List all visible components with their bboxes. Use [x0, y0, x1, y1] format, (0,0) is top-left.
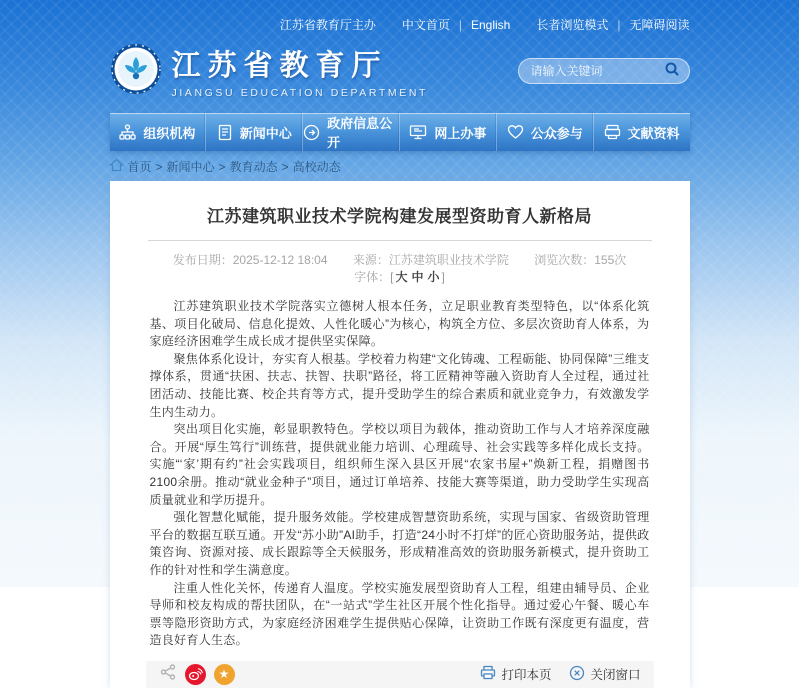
- top-link-host[interactable]: 江苏省教育厅主办: [279, 18, 376, 32]
- info-disclosure-icon: [303, 124, 320, 141]
- nav-label: 公众参与: [530, 125, 583, 141]
- view-count: [534, 251, 626, 268]
- breadcrumb-college-news[interactable]: 高校动态: [292, 160, 341, 174]
- divider: |: [458, 17, 462, 32]
- nav-item-organization[interactable]: [110, 113, 207, 151]
- views-value: 155次: [594, 253, 627, 267]
- breadcrumb-separator: >: [218, 159, 226, 174]
- nav-label: 文献资料: [627, 125, 680, 141]
- breadcrumb: [110, 151, 690, 181]
- nav-label: 政府信息公开: [327, 116, 393, 150]
- main-nav: [110, 113, 690, 151]
- breadcrumb-education-news[interactable]: 教育动态: [229, 160, 278, 174]
- home-icon[interactable]: [110, 159, 128, 174]
- top-link-english[interactable]: English: [470, 17, 511, 32]
- nav-label: 网上办事: [434, 125, 487, 141]
- online-services-icon: [409, 124, 427, 140]
- weibo-share-icon[interactable]: [185, 664, 206, 685]
- search-icon[interactable]: [664, 61, 680, 82]
- font-size-small-button[interactable]: 小: [427, 270, 440, 284]
- page-actions: [480, 665, 640, 684]
- search-input[interactable]: [531, 64, 664, 78]
- font-size-label: 字体：: [354, 270, 391, 284]
- nav-label: 新闻中心: [239, 125, 292, 141]
- paragraph: 突出项目化实施，彰显职教特色。学校以项目为载体，推动资助工作与人才培养深度融合。开展“厚生笃行”训练营，提供就业能力培训、心理疏导、社会实践等多样化成长支持。实施“‘家’期有约”社会实践项目，组织师生深入县区开展“农家书屋+”焕新工程，捐赠图书2100余册。推动“就业金种子”项目，通过订单培养、技能大赛等渠道，助力受助学生实现高质量就业和学历提升。: [149, 422, 650, 507]
- font-size-large-button[interactable]: 大: [395, 270, 408, 284]
- font-size-control: [354, 268, 445, 285]
- breadcrumb-separator: >: [155, 159, 163, 174]
- documents-icon: [604, 124, 621, 140]
- divider: |: [617, 17, 621, 32]
- publish-date-value: 2025-12-12 18:04: [232, 253, 328, 267]
- emblem-icon: [110, 43, 162, 100]
- source-value: 江苏建筑职业技术学院: [388, 253, 509, 267]
- nav-item-public-participation[interactable]: [497, 113, 594, 151]
- sitemap-icon: [119, 124, 136, 141]
- nav-item-online-services[interactable]: [400, 113, 497, 151]
- nav-item-news-center[interactable]: [206, 113, 303, 151]
- share-group: [159, 663, 235, 686]
- breadcrumb-separator: >: [281, 159, 289, 174]
- close-window-button[interactable]: [569, 665, 640, 684]
- site-header: [110, 40, 690, 102]
- nav-label: 组织机构: [143, 125, 196, 141]
- article-card: [110, 181, 690, 688]
- breadcrumb-home[interactable]: 首页: [127, 160, 152, 174]
- top-link-elder-mode[interactable]: 长者浏览模式: [536, 18, 609, 32]
- qzone-share-icon[interactable]: ★: [214, 664, 235, 685]
- top-bar: [0, 0, 799, 33]
- article-title: 江苏建筑职业技术学院构建发展型资助育人新格局: [207, 207, 592, 226]
- article-meta: [110, 241, 690, 291]
- site-logo[interactable]: [110, 43, 429, 100]
- site-title: 江苏省教育厅: [171, 50, 388, 82]
- article-footer-bar: [146, 661, 654, 688]
- bracket: ]: [441, 270, 445, 284]
- publish-date: [173, 251, 328, 268]
- search-box[interactable]: [518, 58, 690, 84]
- nav-item-documents[interactable]: [594, 113, 690, 151]
- breadcrumb-news-center[interactable]: 新闻中心: [166, 160, 215, 174]
- top-link-accessibility[interactable]: 无障碍阅读: [629, 18, 690, 32]
- share-icon[interactable]: [159, 663, 177, 686]
- paragraph: 聚焦体系化设计，夯实育人根基。学校着力构建“文化铸魂、工程砺能、协同保障”三维支撑体系，贯通“扶困、扶志、扶智、扶职”路径，将工匠精神等融入资助育人全过程，通过社团活动、技能比赛、校企共育等方式，提升受助学生的综合素质和就业竞争力，有效激发学生内生动力。: [149, 351, 650, 419]
- paragraph: 江苏建筑职业技术学院落实立德树人根本任务，立足职业教育类型特色，以“体系化筑基、项目化破局、信息化提效、人性化暖心”为核心，构筑全方位、多层次资助育人体系，为家庭经济困难学生成长成才提供坚实保障。: [149, 299, 650, 349]
- print-page-label: 打印本页: [501, 668, 552, 683]
- paragraph: 强化智慧化赋能，提升服务效能。学校建成智慧资助系统，实现与国家、省级资助管理平台的数据互联互通。开发“苏小助”AI助手，打造“24小时不打烊”的匠心资助服务站，提供政策咨询、资源对接、成长跟踪等全天候服务，形成精准高效的资助服务新模式，提升资助工作的针对性和学生满意度。: [149, 510, 650, 577]
- printer-icon: [480, 665, 496, 683]
- close-window-label: 关闭窗口: [590, 668, 641, 683]
- nav-item-gov-info-disclosure[interactable]: [303, 113, 400, 151]
- font-size-medium-button[interactable]: 中: [411, 270, 424, 284]
- close-circle-icon: [569, 665, 585, 684]
- article-body: [110, 291, 690, 650]
- publish-date-label: 发布日期：: [172, 253, 233, 267]
- print-page-button[interactable]: [480, 665, 551, 683]
- source-label: 来源：: [352, 253, 389, 267]
- top-link-chinese-home[interactable]: 中文首页: [401, 18, 450, 32]
- bracket: [: [390, 270, 394, 284]
- participation-heart-icon: [507, 124, 524, 140]
- paragraph: 注重人性化关怀，传递育人温度。学校实施发展型资助育人工程，组建由辅导员、企业导师和校友构成的帮扶团队，在“一站式”学生社区开展个性化指导。通过爱心午餐、暖心车票等隐形资助方式，为家庭经济困难学生提供贴心保障，让资助工作既有深度更有温度，营造良好育人生态。: [149, 580, 650, 648]
- news-icon: [217, 124, 233, 141]
- article-source: [353, 251, 509, 268]
- views-label: 浏览次数：: [534, 253, 595, 267]
- site-title-english: JIANGSU EDUCATION DEPARTMENT: [171, 87, 429, 99]
